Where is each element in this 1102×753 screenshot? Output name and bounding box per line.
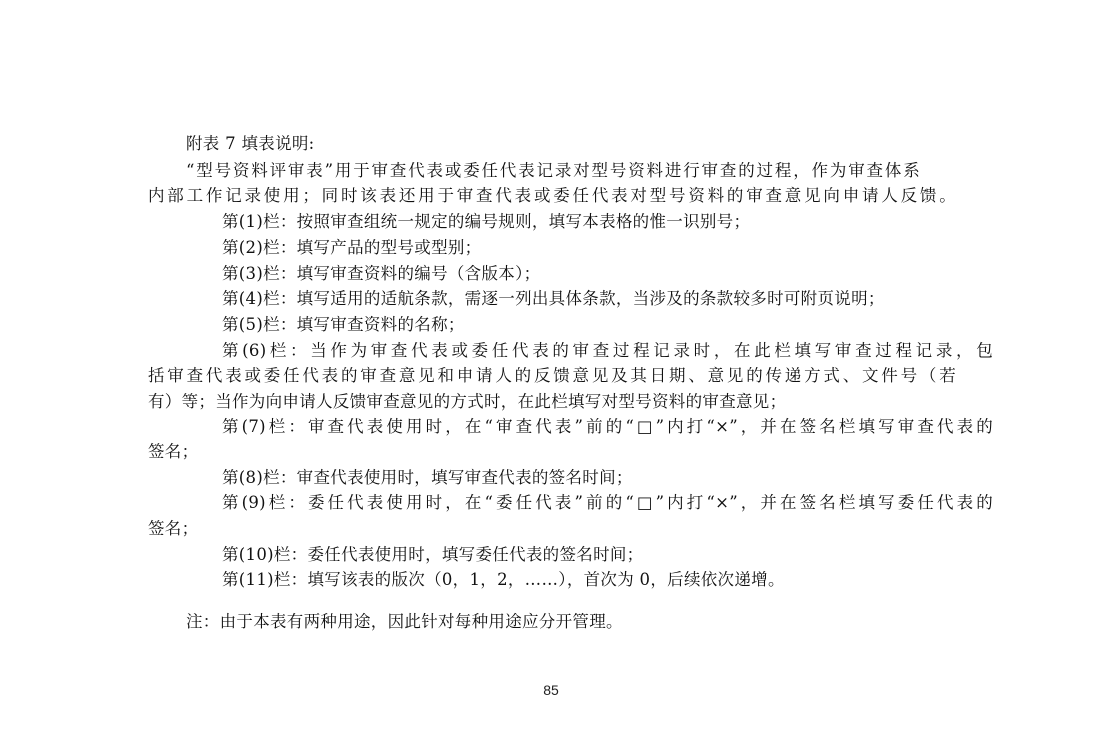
column-10-instruction: 第(10)栏：委任代表使用时，填写委任代表的签名时间； — [222, 545, 644, 564]
column-8-instruction: 第(8)栏：审查代表使用时，填写审查代表的签名时间； — [222, 468, 633, 487]
column-3-instruction: 第(3)栏：填写审查资料的编号（含版本）； — [222, 264, 541, 283]
column-11-instruction: 第(11)栏：填写该表的版次（0，1，2，……），首次为 0，后续依次递增。 — [222, 570, 785, 589]
page-number: 85 — [543, 682, 559, 698]
column-6-instruction-line-2: 括审查代表或委任代表的审查意见和申请人的反馈意见及其日期、意见的传递方式、文件号（若 — [148, 366, 956, 385]
note: 注：由于本表有两种用途，因此针对每种用途应分开管理。 — [186, 612, 623, 631]
column-7-instruction-line-1: 第(7)栏：审查代表使用时，在“审查代表”前的“□”内打“×”，并在签名栏填写审查代表的 — [222, 417, 993, 436]
appendix-heading: 附表 7 填表说明: — [186, 134, 315, 153]
intro-line-1: “型号资料评审表”用于审查代表或委任代表记录对型号资料进行审查的过程，作为审查体系 — [186, 161, 920, 180]
column-4-instruction: 第(4)栏：填写适用的适航条款，需逐一列出具体条款，当涉及的条款较多时可附页说明； — [222, 289, 885, 308]
column-6-instruction-line-1: 第(6)栏：当作为审查代表或委任代表的审查过程记录时，在此栏填写审查过程记录，包 — [222, 341, 993, 360]
column-2-instruction: 第(2)栏：填写产品的型号或型别； — [222, 238, 482, 257]
column-6-instruction-line-3: 有）等；当作为向申请人反馈审查意见的方式时，在此栏填写对型号资料的审查意见； — [148, 392, 787, 411]
column-1-instruction: 第(1)栏：按照审查组统一规定的编号规则，填写本表格的惟一识别号； — [222, 212, 751, 231]
column-9-instruction-line-1: 第(9)栏：委任代表使用时，在“委任代表”前的“□”内打“×”，并在签名栏填写委任代表的 — [222, 493, 993, 512]
column-7-instruction-line-2: 签名； — [148, 442, 199, 461]
intro-line-2: 内部工作记录使用；同时该表还用于审查代表或委任代表对型号资料的审查意见向申请人反馈。 — [148, 186, 956, 205]
column-5-instruction: 第(5)栏：填写审查资料的名称； — [222, 315, 465, 334]
column-9-instruction-line-2: 签名； — [148, 519, 199, 538]
